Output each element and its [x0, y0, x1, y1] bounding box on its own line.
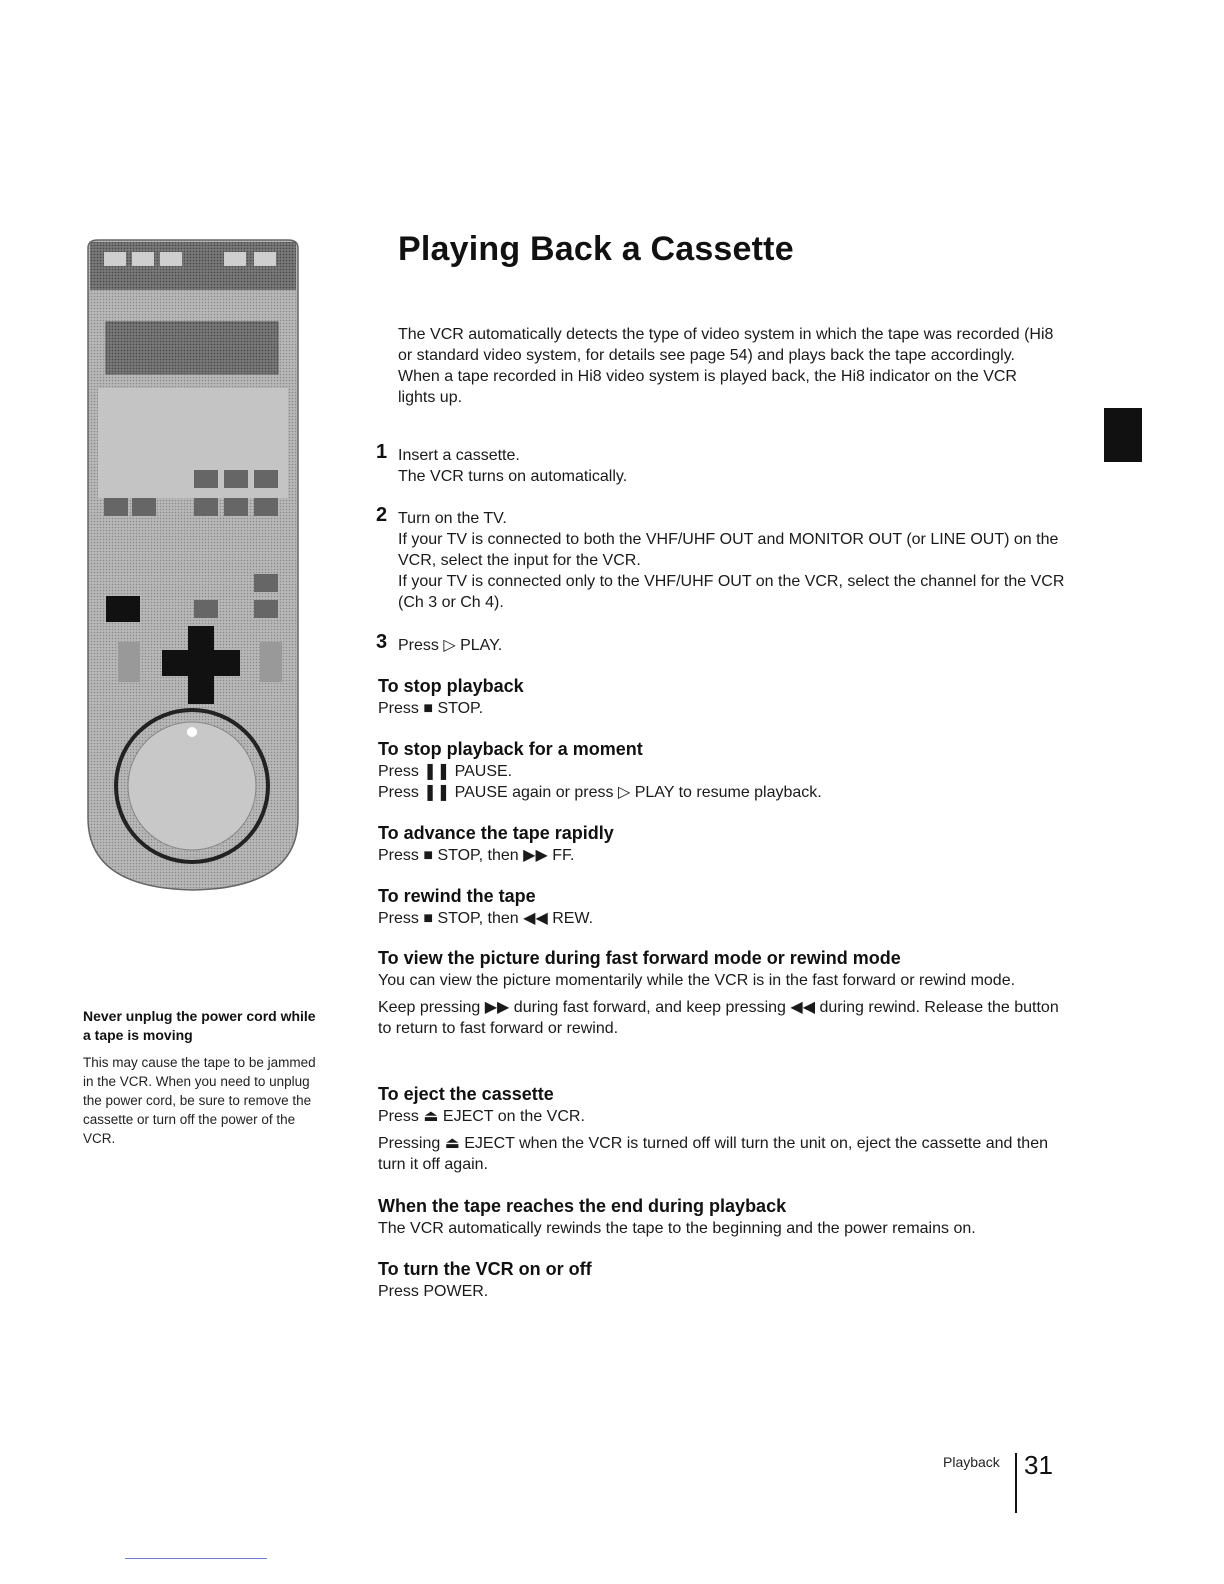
section-heading: When the tape reaches the end during playback	[378, 1196, 787, 1216]
section-heading: To advance the tape rapidly	[378, 823, 614, 843]
section-pause	[378, 738, 1068, 809]
section-text: Press ■ STOP.	[378, 700, 484, 717]
step-line: Insert a cassette.	[398, 447, 520, 464]
side-note	[83, 1007, 323, 1148]
intro-paragraph: The VCR automatically detects the type of video system in which the tape was recorded (Hi8 or standard video system, for details see page 54) and plays back the tape accordingly. When a tape recorded in Hi8 video system is played back, the Hi8 indicator on the VCR lights up.	[398, 326, 1054, 406]
section-tape-end	[378, 1195, 1068, 1245]
section-text: You can view the picture momentarily while the VCR is in the fast forward or rewind mode.	[378, 972, 1016, 989]
section-fast-forward	[378, 822, 1068, 872]
page-number: 31	[1024, 1450, 1053, 1480]
step-number: 1	[376, 441, 388, 463]
section-stop-playback	[378, 675, 1068, 725]
side-note-heading: Never unplug the power cord while a tape is moving	[83, 1008, 316, 1043]
step-number: 2	[376, 504, 388, 526]
section-heading: To stop playback for a moment	[378, 739, 643, 759]
section-text: Press ■ STOP, then ◀◀ REW.	[378, 910, 594, 927]
step-number: 3	[376, 631, 388, 653]
footer-section-label: Playback	[943, 1454, 1000, 1470]
step-line: The VCR turns on automatically.	[398, 468, 628, 485]
section-heading: To rewind the tape	[378, 886, 536, 906]
section-eject	[378, 1083, 1068, 1181]
section-text: Keep pressing ▶▶ during fast forward, and keep pressing ◀◀ during rewind. Release the button to return to fast forward or rewind.	[378, 999, 1059, 1037]
section-view-picture	[378, 947, 1068, 1045]
section-heading: To turn the VCR on or off	[378, 1259, 592, 1279]
section-power	[378, 1258, 1068, 1308]
step-2	[376, 504, 1066, 613]
page-title: Playing Back a Cassette	[398, 230, 794, 268]
section-text: Press ■ STOP, then ▶▶ FF.	[378, 847, 575, 864]
section-rewind	[378, 885, 1068, 935]
step-line: If your TV is connected to both the VHF/UHF OUT and MONITOR OUT (or LINE OUT) on the VCR, select the input for the VCR.	[398, 531, 1059, 569]
section-text: Press ⏏ EJECT on the VCR.	[378, 1108, 585, 1125]
section-text: Press ❚❚ PAUSE. Press ❚❚ PAUSE again or press ▷ PLAY to resume playback.	[378, 763, 822, 801]
section-text: Press POWER.	[378, 1283, 489, 1300]
section-text: The VCR automatically rewinds the tape to the beginning and the power remains on.	[378, 1220, 976, 1237]
step-1	[376, 441, 1066, 487]
bottom-rule	[125, 1558, 267, 1559]
section-text: Pressing ⏏ EJECT when the VCR is turned off will turn the unit on, eject the cassette and then turn it off again.	[378, 1135, 1048, 1173]
step-line: If your TV is connected only to the VHF/UHF OUT on the VCR, select the channel for the VCR (Ch 3 or Ch 4).	[398, 573, 1065, 611]
step-line: Turn on the TV.	[398, 510, 507, 527]
step-line: Press ▷ PLAY.	[398, 637, 503, 654]
section-heading: To stop playback	[378, 676, 524, 696]
side-note-text: This may cause the tape to be jammed in the VCR. When you need to unplug the power cord, be sure to remove the cassette or turn off the power of the VCR.	[83, 1055, 316, 1146]
chapter-tab-marker	[1104, 408, 1142, 462]
section-heading: To view the picture during fast forward mode or rewind mode	[378, 948, 901, 968]
footer-divider	[1015, 1453, 1017, 1513]
section-heading: To eject the cassette	[378, 1084, 554, 1104]
remote-control-illustration	[84, 238, 302, 898]
step-3	[376, 631, 1066, 656]
